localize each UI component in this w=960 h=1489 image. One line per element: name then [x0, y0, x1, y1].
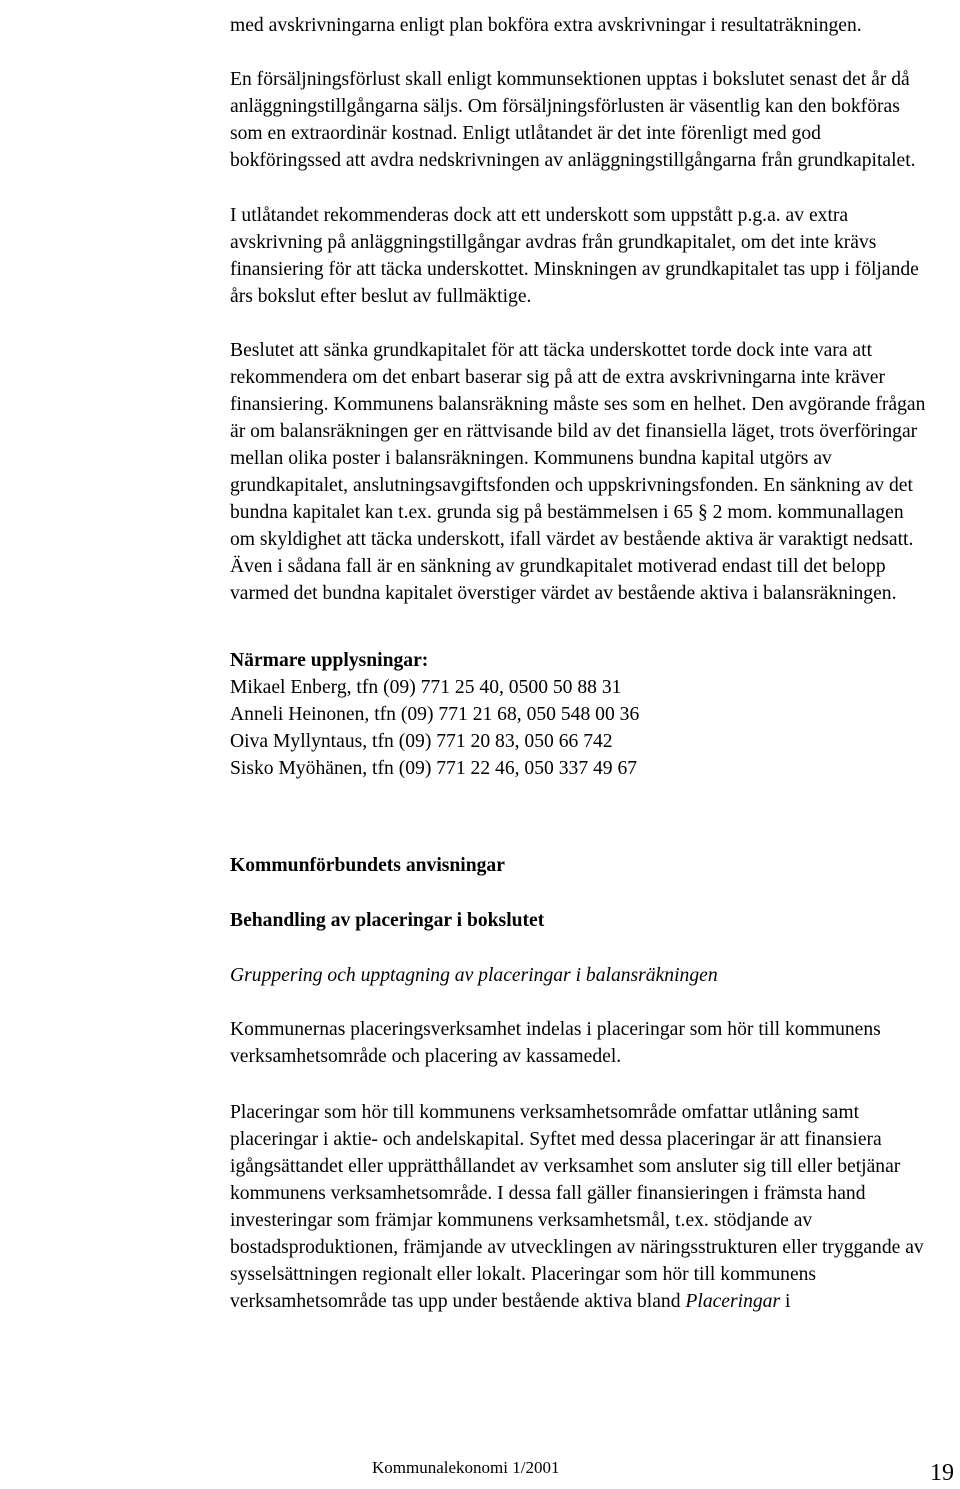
paragraph-recommendation: I utlåtandet rekommenderas dock att ett underskott som uppstått p.g.a. av extra avskrivning på anläggningstillgångar avdras från grundkapitalet, om det inte krävs finansiering för att täcka underskottet. Minskningen av grundkapitalet tas upp i följande års bokslut efter beslut av fullmäktige. — [230, 205, 919, 307]
paragraph-decision: Beslutet att sänka grundkapitalet för att täcka underskottet torde dock inte vara att rekommendera om det enbart baserar sig på att de extra avskrivningarna inte kräver finansiering. Kommunens balansräkning måste ses som en helhet. Den avgörande frågan är om balansräkningen ger en rättvisande bild av det finansiella läget, trots överföringar mellan olika poster i balansräkningen. Kommunens bundna kapital utgörs av grundkapitalet, anslutningsavgiftsfonden och uppskrivningsfonden. En sänkning av det bundna kapitalet kan t.ex. grunda sig på bestämmelsen i 65 § 2 mom. kommunallagen om skyldighet att täcka underskott, ifall värdet av bestående aktiva är varaktigt nedsatt. Även i sådana fall är en sänkning av grundkapitalet motiverad endast till det belopp varmed det bundna kapitalet överstiger värdet av bestående aktiva i balansräkningen. — [230, 340, 926, 604]
document-body — [230, 12, 930, 1315]
paragraph-sales-loss: En försäljningsförlust skall enligt kommunsektionen upptas i bokslutet senast det år då anläggningstillgångarna säljs. Om försäljningsförlusten är väsentlig kan den bokföras som en extraordinär kostnad. Enligt utlåtandet är det inte förenligt med god bokföringssed att avdra nedskrivningen av anläggningstillgångarna från grundkapitalet. — [230, 69, 916, 171]
paragraph-placements-scope — [230, 1099, 930, 1315]
italic-term: Placeringar — [685, 1291, 781, 1312]
page-footer — [0, 1456, 960, 1486]
page-number: 19 — [930, 1460, 954, 1486]
contact-line: Mikael Enberg, tfn (09) 771 25 40, 0500 50 88 31 — [230, 677, 622, 698]
footer-journal-name: Kommunalekonomi 1/2001 — [372, 1458, 560, 1477]
section-title: Kommunförbundets anvisningar — [230, 855, 505, 876]
contact-heading: Närmare upplysningar: — [230, 650, 429, 671]
paragraph-extra-depreciation: med avskrivningarna enligt plan bokföra extra avskrivningar i resultaträkningen. — [230, 15, 862, 36]
italic-subheading: Gruppering och upptagning av placeringar i balansräkningen — [230, 965, 718, 986]
contact-block — [230, 647, 930, 782]
contact-line: Anneli Heinonen, tfn (09) 771 21 68, 050 548 00 36 — [230, 704, 640, 725]
section-subtitle: Behandling av placeringar i bokslutet — [230, 910, 545, 931]
contact-line: Oiva Myllyntaus, tfn (09) 771 20 83, 050 66 742 — [230, 731, 613, 752]
paragraph-text-end: i — [780, 1291, 791, 1312]
contact-line: Sisko Myöhänen, tfn (09) 771 22 46, 050 337 49 67 — [230, 758, 638, 779]
paragraph-placement-types: Kommunernas placeringsverksamhet indelas i placeringar som hör till kommunens verksamhetsområde och placering av kassamedel. — [230, 1019, 881, 1067]
paragraph-text: Placeringar som hör till kommunens verksamhetsområde omfattar utlåning samt placeringar i aktie- och andelskapital. Syftet med dessa placeringar är att finansiera igångsättandet eller upprätthållandet av verksamhet som ansluter sig till eller betjänar kommunens verksamhetsområde. I dessa fall gäller finansieringen i främsta hand investeringar som främjar kommunens verksamhetsmål, t.ex. stödjande av bostadsproduktionen, främjande av utvecklingen av näringsstrukturen eller tryggande av sysselsättningen regionalt eller lokalt. Placeringar som hör till kommunens verksamhetsområde tas upp under bestående aktiva bland — [230, 1102, 924, 1312]
